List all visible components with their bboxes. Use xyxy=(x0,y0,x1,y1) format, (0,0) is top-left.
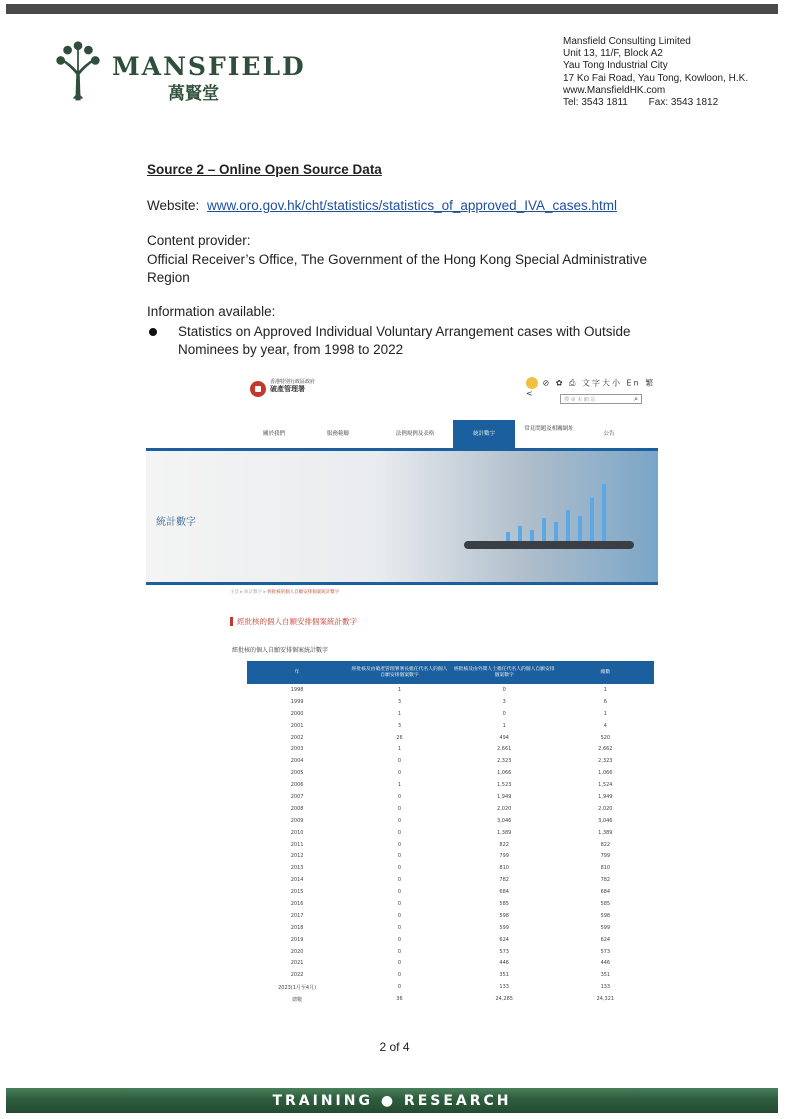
table-cell: 573 xyxy=(600,948,611,955)
nav-item-notices[interactable]: 公告 xyxy=(603,431,615,437)
bullet-dot-icon xyxy=(149,328,157,336)
table-cell: 2006 xyxy=(290,782,304,789)
table-cell: 2016 xyxy=(290,900,304,907)
table-cell: 4 xyxy=(603,722,607,729)
table-row xyxy=(247,862,654,874)
table-cell: 2005 xyxy=(290,770,304,777)
table-cell: 0 xyxy=(397,829,402,836)
table-cell: 1,949 xyxy=(598,793,613,800)
table-cell: 26 xyxy=(396,734,403,741)
table-cell: 0 xyxy=(397,877,402,884)
address-line: 17 Ko Fai Road, Yau Tong, Kowloon, H.K. xyxy=(563,72,749,84)
table-cell: 1,389 xyxy=(497,829,512,836)
table-cell: 2,020 xyxy=(598,805,613,812)
table-cell: 2003 xyxy=(290,746,304,753)
table-cell: 810 xyxy=(499,865,509,872)
page-number: 2 of 4 xyxy=(379,1040,410,1054)
iva-statistics-table xyxy=(247,661,654,1005)
site-search-input[interactable] xyxy=(560,394,642,404)
table-cell: 585 xyxy=(499,900,509,907)
table-cell: 1 xyxy=(502,722,506,729)
table-cell: 1 xyxy=(603,710,607,717)
table-row xyxy=(247,957,654,969)
company-logo-text: MANSFIELD xyxy=(112,52,306,81)
breadcrumb-current: 經批核的個人自願安排個案統計數字 xyxy=(267,590,340,595)
contact-numbers xyxy=(563,97,748,109)
fax-number: Fax: 3543 1812 xyxy=(648,97,719,109)
table-cell: 2008 xyxy=(290,805,304,812)
address-line: Unit 13, 11/F, Block A2 xyxy=(563,48,663,60)
table-cell: 520 xyxy=(600,734,611,741)
table-cell: 1 xyxy=(397,686,402,693)
table-cell: 782 xyxy=(600,877,611,884)
header-or-nominee: 經批核及由破產管理署署長擔任代名人的個人自願安排個案數字 xyxy=(347,661,452,684)
bullet-text: Statistics on Approved Individual Voluntary Arrangement cases with Outside Nominees by year, from 1998 to 2022 xyxy=(178,324,631,357)
hero-graphic-bar xyxy=(602,484,606,546)
table-cell: 782 xyxy=(499,877,509,884)
table-cell: 2002 xyxy=(290,734,304,741)
website-line xyxy=(147,198,617,213)
table-cell: 624 xyxy=(499,936,509,943)
table-cell: 1,389 xyxy=(598,829,613,836)
table-cell: 0 xyxy=(397,817,402,824)
table-cell: 599 xyxy=(600,924,611,931)
table-cell: 598 xyxy=(499,912,509,919)
table-body xyxy=(247,684,654,1005)
table-row xyxy=(247,922,654,934)
table-cell: 0 xyxy=(502,710,506,717)
table-row xyxy=(247,755,654,767)
nav-item-faq[interactable]: 常見問題及相關網址 xyxy=(524,426,574,432)
table-row xyxy=(247,779,654,791)
table-cell: 133 xyxy=(600,984,611,991)
table-cell: 446 xyxy=(600,960,611,967)
table-cell: 0 xyxy=(397,912,402,919)
bullet-item xyxy=(147,323,678,359)
table-row xyxy=(247,898,654,910)
table-cell: 684 xyxy=(499,889,509,896)
website-label: Website: xyxy=(147,198,200,213)
table-cell: 2007 xyxy=(290,793,304,800)
table-row xyxy=(247,969,654,981)
table-cell: 2020 xyxy=(290,948,304,955)
table-cell: 822 xyxy=(499,841,509,848)
table-cell: 3,046 xyxy=(497,817,512,824)
company-address xyxy=(563,36,748,109)
table-cell: 1 xyxy=(397,782,402,789)
table-cell: 1,066 xyxy=(497,770,512,777)
table-cell: 0 xyxy=(397,948,402,955)
table-row xyxy=(247,839,654,851)
table-cell: 2000 xyxy=(290,710,304,717)
table-cell: 351 xyxy=(499,972,509,979)
search-icon[interactable]: ⌕ xyxy=(634,395,638,403)
site-main-nav xyxy=(246,420,626,450)
table-cell: 1 xyxy=(397,746,402,753)
table-row xyxy=(247,708,654,720)
table-cell: 3 xyxy=(397,698,402,705)
table-cell: 2017 xyxy=(290,912,304,919)
table-row xyxy=(247,767,654,779)
table-cell: 598 xyxy=(600,912,611,919)
table-row xyxy=(247,696,654,708)
table-cell: 0 xyxy=(397,889,402,896)
table-cell: 2004 xyxy=(290,758,304,765)
table-cell: 573 xyxy=(499,948,509,955)
table-cell: 2014 xyxy=(290,877,304,884)
table-cell: 2,020 xyxy=(497,805,512,812)
table-row xyxy=(247,934,654,946)
table-cell: 2012 xyxy=(290,853,304,860)
table-cell: 3 xyxy=(502,698,506,705)
table-cell: 351 xyxy=(600,972,611,979)
table-cell: 810 xyxy=(600,865,611,872)
section-title: 經批核的個人自願安排個案統計數字 xyxy=(230,617,357,626)
website-link[interactable]: www.oro.gov.hk/cht/statistics/statistics_of_approved_IVA_cases.html xyxy=(207,198,617,213)
nav-item-services[interactable]: 服務範疇 xyxy=(326,431,349,437)
table-cell: 0 xyxy=(397,924,402,931)
table-cell: 0 xyxy=(397,805,402,812)
footer-text: TRAINING ● RESEARCH xyxy=(272,1093,512,1109)
table-row xyxy=(247,815,654,827)
table-cell: 3 xyxy=(397,722,402,729)
site-department-subtitle: 香港特別行政區政府 xyxy=(270,379,316,385)
table-row xyxy=(247,720,654,732)
table-cell: 799 xyxy=(499,853,509,860)
table-row xyxy=(247,732,654,744)
nav-item-legislation[interactable]: 法例規例及表格 xyxy=(395,431,435,437)
cfs-badge-icon xyxy=(526,377,538,389)
header-year: 年 xyxy=(247,661,347,684)
hero-graphic-bar xyxy=(590,498,594,546)
top-bar xyxy=(6,4,778,14)
company-website[interactable]: www.MansfieldHK.com xyxy=(563,84,666,96)
table-cell: 0 xyxy=(397,865,402,872)
content-provider-label: Content provider: xyxy=(147,233,251,248)
table-row xyxy=(247,910,654,922)
oro-logo-icon xyxy=(250,381,266,397)
site-utility-links[interactable]: ⊘ ✿ ⎙ 文字大小 En 繁 < xyxy=(526,378,656,398)
table-row xyxy=(247,743,654,755)
table-cell: 1998 xyxy=(290,686,304,693)
table-cell: 2015 xyxy=(290,889,304,896)
table-cell: 684 xyxy=(600,889,611,896)
table-cell: 1 xyxy=(603,686,607,693)
table-cell: 3,046 xyxy=(598,817,613,824)
table-cell: 624 xyxy=(600,936,611,943)
site-department-title: 破產管理署 xyxy=(270,385,305,393)
table-cell: 2022 xyxy=(290,972,304,979)
table-cell: 0 xyxy=(502,686,506,693)
table-title: 經批核的個人自願安排個案統計數字 xyxy=(232,647,329,654)
table-cell: 2013 xyxy=(290,865,304,872)
table-cell: 2018 xyxy=(290,924,304,931)
table-row xyxy=(247,850,654,862)
table-cell: 0 xyxy=(397,853,402,860)
table-cell: 0 xyxy=(397,758,402,765)
hero-title: 統計數字 xyxy=(156,517,196,528)
header-total: 總數 xyxy=(557,661,654,684)
content-provider-text: Official Receiver’s Office, The Government of the Hong Kong Special Administrative Region xyxy=(147,252,648,285)
table-cell: 2023(1月至4月) xyxy=(278,984,317,991)
embedded-website-screenshot xyxy=(146,372,658,1012)
table-cell: 446 xyxy=(499,960,509,967)
table-cell: 0 xyxy=(397,900,402,907)
mansfield-tree-logo-icon xyxy=(52,36,104,104)
table-cell: 1,066 xyxy=(598,770,613,777)
table-cell: 1,949 xyxy=(497,793,512,800)
table-cell: 總數 xyxy=(292,996,303,1003)
table-row xyxy=(247,946,654,958)
table-cell: 585 xyxy=(600,900,611,907)
table-cell: 6 xyxy=(603,698,607,705)
table-cell: 2,323 xyxy=(497,758,512,765)
table-cell: 599 xyxy=(499,924,509,931)
table-cell: 1,524 xyxy=(598,782,613,789)
table-cell: 1 xyxy=(397,710,402,717)
table-cell: 2,323 xyxy=(598,758,613,765)
site-search-placeholder: 搜 尋 本 網 站 xyxy=(564,397,596,403)
table-cell: 0 xyxy=(397,972,402,979)
company-logo-chinese: 萬賢堂 xyxy=(168,84,219,104)
address-line: Mansfield Consulting Limited xyxy=(563,36,691,47)
table-row xyxy=(247,874,654,886)
tel-number: Tel: 3543 1811 xyxy=(563,97,628,109)
table-cell: 2021 xyxy=(290,960,304,967)
hero-bottom-border xyxy=(146,582,658,585)
table-header-row xyxy=(247,661,654,684)
site-department-name xyxy=(270,379,315,394)
table-cell: 24,285 xyxy=(495,996,513,1003)
table-cell: 24,321 xyxy=(596,996,615,1003)
breadcrumb: 主頁 ▸ 統計數字 ▸ 經批核的個人自願安排個案統計數字 xyxy=(230,590,340,595)
table-cell: 0 xyxy=(397,841,402,848)
table-row xyxy=(247,827,654,839)
nav-item-statistics[interactable]: 統計數字 xyxy=(453,420,515,448)
table-row xyxy=(247,791,654,803)
table-cell: 133 xyxy=(499,984,509,991)
table-cell: 2009 xyxy=(290,817,304,824)
table-row xyxy=(247,684,654,696)
table-row xyxy=(247,981,654,993)
table-cell: 0 xyxy=(397,936,402,943)
table-cell: 2019 xyxy=(290,936,304,943)
table-cell: 494 xyxy=(499,734,509,741)
table-row xyxy=(247,886,654,898)
table-cell: 0 xyxy=(397,984,402,991)
breadcrumb-home[interactable]: 主頁 xyxy=(230,590,239,595)
footer-banner xyxy=(6,1088,778,1113)
table-cell: 0 xyxy=(397,770,402,777)
table-cell: 822 xyxy=(600,841,611,848)
address-line: Yau Tong Industrial City xyxy=(563,60,668,72)
table-cell: 0 xyxy=(397,793,402,800)
table-cell: 0 xyxy=(397,960,402,967)
table-cell: 2011 xyxy=(290,841,304,848)
source-heading: Source 2 – Online Open Source Data xyxy=(147,162,382,177)
table-cell: 2,662 xyxy=(598,746,613,753)
table-cell: 1999 xyxy=(290,698,304,705)
table-cell: 2,661 xyxy=(497,746,512,753)
table-row xyxy=(247,993,654,1005)
table-cell: 1,523 xyxy=(497,782,512,789)
table-cell: 36 xyxy=(396,996,403,1003)
table-cell: 799 xyxy=(600,853,611,860)
table-row xyxy=(247,803,654,815)
table-cell: 2001 xyxy=(290,722,304,729)
table-cell: 2010 xyxy=(290,829,304,836)
hero-tablet-graphic xyxy=(464,541,634,549)
info-available-label: Information available: xyxy=(147,304,276,319)
header-outside-nominee: 經批核及由外間人士擔任代名人的個人自願安排個案數字 xyxy=(452,661,557,684)
nav-item-about[interactable]: 關於我們 xyxy=(262,431,285,437)
hero-banner xyxy=(146,451,658,582)
breadcrumb-statistics[interactable]: 統計數字 xyxy=(244,590,263,595)
